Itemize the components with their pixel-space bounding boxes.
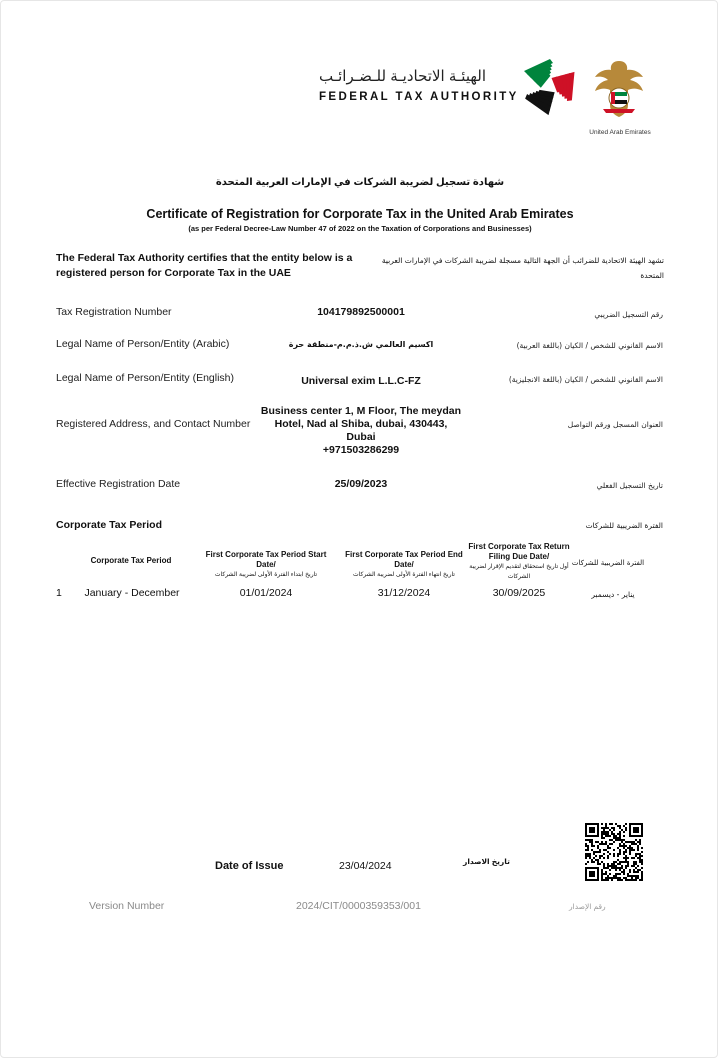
trn-value: 104179892500001	[317, 306, 405, 318]
address-line-1: Business center 1, M Floor, The meydan	[260, 405, 462, 417]
version-label: Version Number	[89, 900, 165, 912]
uae-falcon-emblem-icon	[589, 55, 649, 121]
address-line-2: Hotel, Nad al Shiba, dubai, 430443,	[274, 418, 448, 430]
address-value	[241, 405, 481, 457]
address-label-arabic: العنوان المسجل ورقم التواصل	[567, 420, 663, 429]
header-end-date-en: First Corporate Tax Period End Date/	[345, 550, 463, 569]
certification-statement-english: The Federal Tax Authority certifies that the entity below is a registered person for Corporate Tax in the UAE	[56, 252, 353, 279]
fta-logo-icon	[516, 53, 582, 119]
header-tax-period: Corporate Tax Period	[90, 556, 172, 565]
header-start-date-ar: تاريخ ابتداء الفترة الأولى لضريبة الشركات	[214, 572, 318, 578]
certification-statement-arabic: تشهد الهيئة الاتحادية للضرائب أن الجهة التالية مسجلة لضريبة الشركات في الإمارات العربية المتحدة	[381, 256, 664, 280]
header-end-date	[339, 550, 469, 580]
row-period-arabic: يناير - ديسمبر	[591, 590, 635, 599]
certificate-title-english: Certificate of Registration for Corporate Tax in the United Arab Emirates	[146, 207, 574, 221]
issue-date-label: Date of Issue	[215, 860, 284, 872]
issue-date-value: 23/04/2024	[339, 860, 392, 872]
trn-label-arabic: رقم التسجيل الضريبي	[594, 310, 663, 319]
contact-number: +971503286299	[322, 444, 400, 456]
tax-period-section-title-arabic: الفترة الضريبية للشركات	[585, 521, 663, 530]
row-start-date: 01/01/2024	[239, 587, 293, 599]
row-period: January - December	[84, 587, 180, 599]
header-due-date-ar: أول تاريخ استحقاق لتقديم الإقرار لضريبة الشركات	[469, 564, 569, 580]
legal-name-arabic-label: Legal Name of Person/Entity (Arabic)	[56, 338, 230, 350]
trn-label: Tax Registration Number	[56, 306, 172, 318]
certificate-subtitle: (as per Federal Decree-Law Number 47 of 2022 on the Taxation of Corporations and Businesses)	[188, 224, 532, 233]
issue-date-label-arabic: تاريخ الاصدار	[463, 857, 510, 866]
authority-name-english: FEDERAL TAX AUTHORITY	[319, 91, 519, 103]
version-label-arabic: رقم الإصدار	[569, 902, 606, 911]
address-line-3: Dubai	[346, 431, 376, 443]
legal-name-english-label-arabic: الاسم القانوني للشخص / الكيان (باللغة الانجليزية)	[508, 375, 663, 384]
version-value: 2024/CIT/0000359353/001	[296, 900, 421, 912]
tax-period-section-title: Corporate Tax Period	[56, 519, 162, 531]
address-label: Registered Address, and Contact Number	[56, 418, 251, 430]
legal-name-arabic-value: اكسيم العالمي ش.ذ.م.م-منطقة حرة	[288, 340, 434, 349]
header-start-date	[197, 550, 335, 580]
effective-date-value: 25/09/2023	[334, 478, 388, 490]
authority-name-arabic: الهيئـة الاتحاديـة للـضـرائـب	[319, 68, 486, 85]
certificate-title-arabic: شهادة تسجيل لضريبة الشركات في الإمارات العربية المتحدة	[215, 177, 505, 188]
header-start-date-en: First Corporate Tax Period Start Date/	[205, 550, 327, 569]
qr-code-icon	[585, 823, 643, 881]
row-index: 1	[56, 587, 62, 599]
effective-date-label-arabic: تاريخ التسجيل الفعلي	[596, 481, 663, 490]
header-tax-period-arabic: الفترة الضريبية للشركات	[571, 559, 645, 567]
header-end-date-ar: تاريخ انتهاء الفترة الأولى لضريبة الشركات	[353, 572, 455, 578]
effective-date-label: Effective Registration Date	[56, 478, 181, 490]
row-due-date: 30/09/2025	[492, 587, 546, 599]
row-end-date: 31/12/2024	[377, 587, 431, 599]
header-due-date-en: First Corporate Tax Return Filing Due Date/	[468, 542, 570, 561]
emblem-caption: United Arab Emirates	[589, 129, 651, 136]
legal-name-english-label: Legal Name of Person/Entity (English)	[56, 372, 235, 384]
legal-name-english-value: Universal exim L.L.C-FZ	[301, 375, 421, 387]
legal-name-arabic-label-arabic: الاسم القانوني للشخص / الكيان (باللغة العربية)	[516, 341, 663, 350]
